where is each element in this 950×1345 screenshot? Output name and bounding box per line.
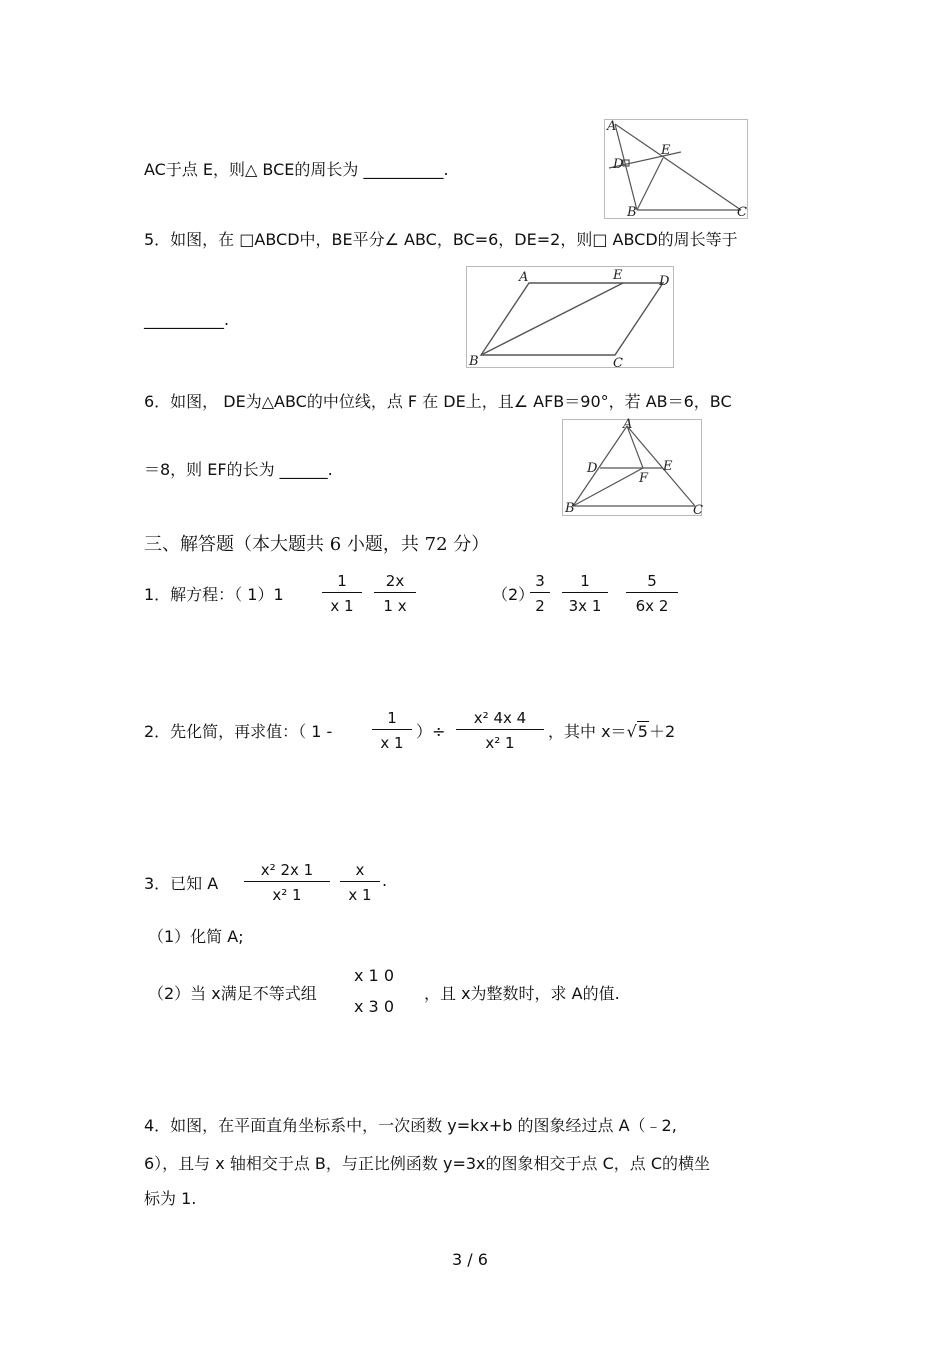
svg-text:C: C — [737, 205, 747, 220]
division-sign: ）÷ — [416, 722, 446, 741]
svg-text:E: E — [613, 268, 623, 283]
fraction-1-over-x-1: 1 x 1 — [372, 709, 412, 752]
svg-text:E: E — [663, 459, 673, 474]
period: . — [382, 871, 388, 890]
sqrt-argument: 5 — [637, 722, 648, 741]
svg-text:A: A — [519, 270, 529, 285]
problem-2-tail: ，其中 x＝√5＋2 — [548, 722, 676, 741]
svg-text:D: D — [659, 274, 670, 289]
svg-text:D: D — [587, 461, 598, 476]
problem-4-line-2: 6），且与 x 轴相交于点 B，与正比例函数 y=3x的图象相交于点 C，点 C的横坐 — [144, 1154, 711, 1173]
problem-3-label: 3．已知 A — [144, 874, 219, 893]
problem-2-label: 2．先化简，再求值：（ 1 - — [144, 722, 333, 741]
svg-text:A: A — [623, 417, 633, 432]
question-5-blank: __________. — [144, 310, 230, 329]
problem-3-sub2: （2）当 x满足不等式组 — [148, 984, 317, 1003]
fraction-x-over-x-1: x x 1 — [340, 861, 380, 904]
svg-text:D: D — [613, 157, 624, 172]
figure-parallelogram — [466, 266, 674, 371]
fraction-1-over-x-1: 1 x 1 — [322, 572, 362, 615]
inequality-line-1: x 1 0 — [354, 966, 394, 985]
problem-4-line-1: 4．如图，在平面直角坐标系中，一次函数 y=kx+b 的图象经过点 A（﹣2, — [144, 1116, 677, 1135]
figure-midline-triangle — [562, 419, 702, 516]
question-6-text-cont: ＝8，则 EF的长为 ______. — [144, 460, 333, 479]
problem-1-label: 1．解方程：（ 1）1 — [144, 585, 284, 604]
fraction-5-over-6x-2: 5 6x 2 — [626, 572, 678, 615]
svg-text:C: C — [693, 503, 703, 518]
svg-text:F: F — [639, 471, 649, 486]
fraction-a-first: x² 2x 1 x² 1 — [244, 861, 330, 904]
fraction-quadratic: x² 4x 4 x² 1 — [456, 709, 544, 752]
inequality-line-2: x 3 0 — [354, 997, 394, 1016]
svg-text:B: B — [627, 205, 637, 220]
svg-text:C: C — [613, 356, 623, 371]
fraction-3-over-2: 3 2 — [530, 572, 550, 615]
question-6-text: 6．如图， DE为△ABC的中位线，点 F 在 DE上，且∠ AFB＝90°，若 AB＝6，BC — [144, 392, 732, 411]
q4-continuation: AC于点 E，则△ BCE的周长为 __________. — [144, 160, 449, 179]
question-5-text: 5．如图，在 □ABCD中，BE平分∠ ABC，BC=6，DE=2，则□ ABCD的周长等于 — [144, 230, 738, 249]
problem-3-sub2-tail: ，且 x为整数时，求 A的值. — [424, 984, 620, 1003]
fraction-2x-over-1-x: 2x 1 x — [374, 572, 416, 615]
page-number: 3 / 6 — [452, 1250, 488, 1269]
fraction-1-over-3x-1: 1 3x 1 — [562, 572, 608, 615]
svg-text:B: B — [565, 501, 575, 516]
figure-triangle-bce — [604, 119, 748, 219]
svg-text:B: B — [469, 354, 479, 369]
svg-text:E: E — [661, 143, 671, 158]
problem-3-sub1: （1）化简 A; — [148, 927, 244, 946]
problem-1-part2-label: （2） — [492, 585, 535, 604]
svg-text:A: A — [607, 119, 617, 134]
problem-4-line-3: 标为 1. — [144, 1189, 197, 1208]
section-heading: 三、解答题（本大题共 6 小题，共 72 分） — [144, 534, 490, 555]
